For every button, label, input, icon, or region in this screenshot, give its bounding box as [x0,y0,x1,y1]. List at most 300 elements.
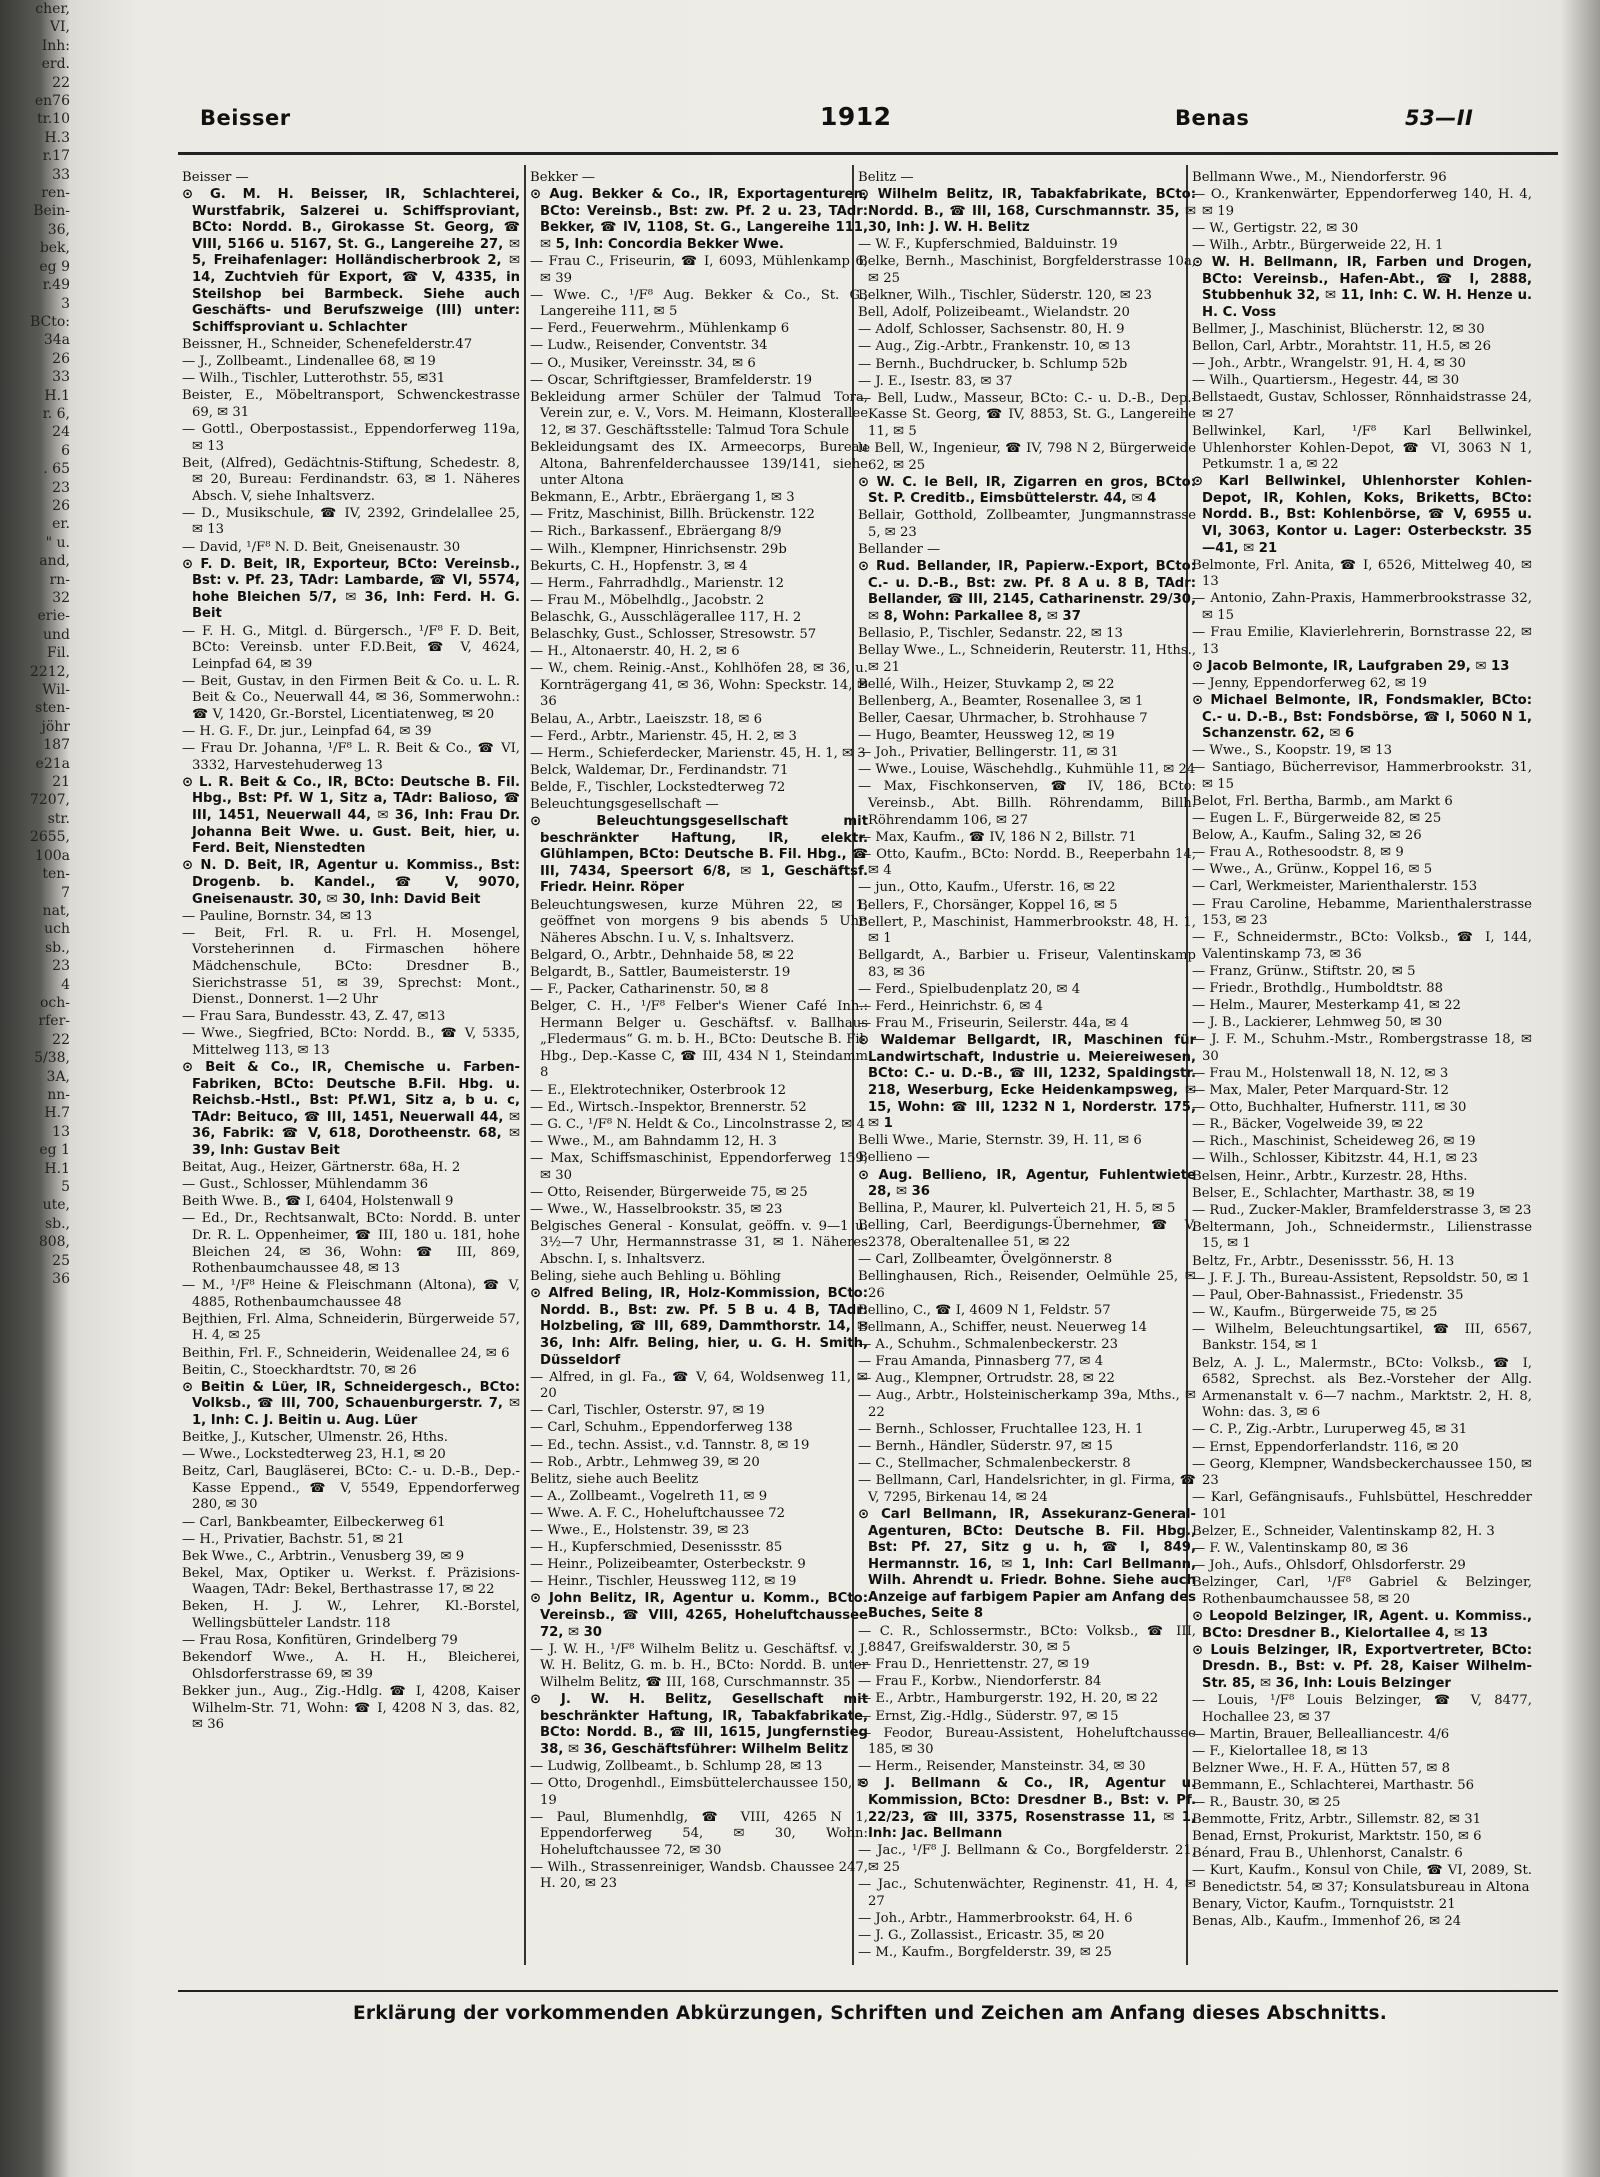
directory-entry: — A., Schuhm., Schmalenbeckerstr. 23 [858,1336,1119,1352]
directory-entry: Bénard, Frau B., Uhlenhorst, Canalstr. 6 [1192,1846,1463,1862]
directory-entry: — Ludw., Reisender, Conventstr. 34 [530,338,768,354]
directory-entry: Benad, Ernst, Prokurist, Marktstr. 150, ✉ 6 [1192,1829,1482,1845]
directory-entry: Belsen, Heinr., Arbtr., Kurzestr. 28, Hths. [1192,1168,1468,1184]
spine-fragment: r.17 [42,148,70,165]
directory-entry: — Gottl., Oberpostassist., Eppendorferweg 119a, ✉ 13 [182,421,520,454]
directory-entry: — Otto, Kaufm., BCto: Nordd. B., Reeperbahn 14, ✉ 4 [858,846,1196,879]
spine-fragment: 26 [52,350,70,367]
directory-entry: — Wwe., A., Grünw., Koppel 16, ✉ 5 [1192,862,1433,878]
directory-entry: Bekker jun., Aug., Zig.-Hdlg. ☎ I, 4208, Kaiser Wilhelm-Str. 71, Wohn: ☎ I, 4208 N 3, das. 82, ✉ 36 [182,1683,520,1733]
spine-fragment: 22 [52,1031,70,1048]
spine-fragment: 22 [52,74,70,91]
directory-entry: Beling, siehe auch Behling u. Böhling [530,1269,781,1285]
spine-fragment: 3A, [46,1068,70,1085]
directory-entry: — Carl, Tischler, Osterstr. 97, ✉ 19 [530,1403,765,1419]
directory-entry: — Frau D., Henriettenstr. 27, ✉ 19 [858,1657,1090,1673]
spine-fragment: 33 [52,166,70,183]
spine-fragment: 2655, [29,829,70,846]
directory-entry: Bellé, Wilh., Heizer, Stuvkamp 2, ✉ 22 [858,676,1115,692]
directory-entry: Beit, (Alfred), Gedächtnis-Stiftung, Schedestr. 8, ✉ 20, Bureau: Ferdinandstr. 63, ✉ 1. Näheres Absch. V, siehe Inhaltsverz. [182,455,520,504]
directory-entry: Belaschky, Gust., Schlosser, Stresowstr. 57 [530,627,817,643]
directory-entry: — Adolf, Schlosser, Sachsenstr. 80, H. 9 [858,322,1125,338]
directory-entry: Belgardt, B., Sattler, Baumeisterstr. 19 [530,964,791,980]
directory-entry: ⊙ J. Bellmann & Co., IR, Agentur u. Kommission, BCto: Dresdner B., Bst: v. Pf. 22/23, ☎ III, 3375, Rosenstrasse 11, ✉ 1, Inh: Jac. Bellmann [858,1776,1196,1842]
directory-entry: Belling, Carl, Beerdigungs-Übernehmer, ☎ V, 2378, Oberaltenallee 51, ✉ 22 [858,1218,1196,1250]
directory-entry: — Wwe., W., Hasselbrookstr. 35, ✉ 23 [530,1201,783,1217]
spine-fragment: erd. [41,56,70,73]
directory-entry: Bellwinkel, Karl, ¹/F⁸ Karl Bellwinkel, Uhlenhorster Kohlen-Depot, ☎ VI, 3063 N 1, Petkumstr. 1 a, ✉ 22 [1192,423,1532,473]
directory-entry: ⊙ L. R. Beit & Co., IR, BCto: Deutsche B. Fil. Hbg., Bst: Pf. W 1, Sitz a, TAdr: Balioso, ☎ III, 1451, Neuerwall 44, ✉ 36, Inh: Frau Dr. Johanna Beit Wwe. u. Gust. Beit, hier, u. Ferd. Beit, Nienstedten [182,774,520,857]
directory-entry: Below, A., Kaufm., Saling 32, ✉ 26 [1192,828,1422,844]
directory-entry: — Frau Amanda, Pinnasberg 77, ✉ 4 [858,1354,1104,1370]
spine-fragment: r. 6, [42,405,70,422]
spine-fragment: och- [39,994,70,1011]
directory-entry: — F., Packer, Catharinenstr. 50, ✉ 8 [530,982,769,997]
column-3 [858,170,1196,1970]
directory-entry: — Herm., Schieferdecker, Marienstr. 45, H. 1, ✉ 3 [530,745,866,761]
facing-page-edge [0,0,78,2177]
spine-fragment: eg 1 [39,1142,70,1159]
directory-entry: ⊙ J. W. H. Belitz, Gesellschaft mit beschränkter Haftung, IR, Tabakfabrikate, BCto: Nordd. B., ☎ III, 1615, Jungfernstieg 38, ✉ 36, Geschäftsführer: Wilhelm Belitz [530,1691,868,1757]
spine-fragment: ute, [42,1197,70,1214]
header-first-entry: Beisser [200,106,291,130]
directory-entry: Belau, A., Arbtr., Laeiszstr. 18, ✉ 6 [530,711,763,727]
directory-entry: — Rob., Arbtr., Lehmweg 39, ✉ 20 [530,1454,760,1470]
directory-entry: Bellair, Gotthold, Zollbeamter, Jungmannstrasse 5, ✉ 23 [858,508,1196,540]
spine-fragment: eg 9 [39,258,70,275]
directory-entry: Bell, Adolf, Polizeibeamt., Wielandstr. 20 [858,305,1130,321]
directory-entry: — Jac., Schutenwächter, Reginenstr. 41, H. 4, ✉ 27 [858,1876,1196,1909]
directory-entry: — Kurt, Kaufm., Konsul von Chile, ☎ VI, 2089, St. Benedictstr. 54, ✉ 37; Konsulatsbureau in Altona [1192,1863,1532,1895]
header-rule [178,152,1558,155]
spine-fragment: 24 [52,424,70,441]
directory-entry: — Carl, Werkmeister, Marienthalerstr. 153 [1192,879,1478,895]
spine-fragment: 23 [52,479,70,496]
header-last-entry: Benas [1175,106,1250,130]
spine-fragment: 23 [52,958,70,975]
directory-entry: Bekker — [530,170,595,185]
directory-entry: Belzinger, Carl, ¹/F⁸ Gabriel & Belzinger, Rothenbaumchaussee 58, ✉ 20 [1192,1575,1532,1607]
spine-fragment: erie- [37,608,70,625]
directory-entry: — Frau Rosa, Konfitüren, Grindelberg 79 [182,1633,458,1649]
directory-entry: ⊙ Jacob Belmonte, IR, Laufgraben 29, ✉ 13 [1192,658,1510,674]
directory-entry: — Max, Kaufm., ☎ IV, 186 N 2, Billstr. 71 [858,829,1137,845]
directory-entry: — Oscar, Schriftgiesser, Bramfelderstr. 19 [530,372,813,388]
spine-fragment: VI, [49,19,70,36]
spine-fragment: 36, [47,221,70,238]
spine-fragment: sten- [35,700,70,717]
directory-entry: Bekendorf Wwe., A. H. H., Bleicherei, Ohlsdorferstrasse 69, ✉ 39 [182,1650,520,1682]
spine-fragment: and, [39,553,70,570]
directory-entry: Bejthien, Frl. Alma, Schneiderin, Bürgerweide 57, H. 4, ✉ 25 [182,1311,520,1344]
directory-entry: — Ed., techn. Assist., v.d. Tannstr. 8, ✉ 19 [530,1437,810,1453]
spine-fragment: und [43,626,70,643]
spine-fragment: BCto: [29,313,70,330]
spine-fragment: e21a [35,755,70,772]
directory-entry: — R., Baustr. 30, ✉ 25 [1192,1795,1341,1810]
directory-entry: — Santiago, Bücherrevisor, Hammerbrookstr. 31, ✉ 15 [1192,760,1532,792]
directory-entry: Beltermann, Joh., Schneidermstr., Lilienstrasse 15, ✉ 1 [1192,1219,1532,1252]
spine-fragment: 808, [38,1234,70,1251]
directory-entry: ⊙ Louis Belzinger, IR, Exportvertreter, BCto: Dresdn. B., Bst: v. Pf. 28, Kaiser Wilhelm-Str. 85, ✉ 36, Inh: Louis Belzinger [1192,1642,1532,1691]
directory-entry: Bemmann, E., Schlachterei, Marthastr. 56 [1192,1777,1475,1793]
directory-entry: ⊙ Aug. Bellieno, IR, Agentur, Fuhlentwiete 28, ✉ 36 [858,1167,1196,1200]
directory-entry: — Wilh., Schlosser, Kibitzstr. 44, H.1, ✉ 23 [1192,1151,1478,1167]
spine-fragment: en76 [34,93,70,110]
directory-entry: le Bell, W., Ingenieur, ☎ IV, 798 N 2, Bürgerweide 62, ✉ 25 [858,441,1196,473]
spine-fragment: H.1 [44,387,70,404]
directory-entry: — Beit, Gustav, in den Firmen Beit & Co. u. L. R. Beit & Co., Neuerwall 44, ✉ 36, Sommerwohn.: ☎ V, 1420, Gr.-Borstel, Licentiatenweg, ✉ 20 [182,673,520,722]
directory-entry: ⊙ N. D. Beit, IR, Agentur u. Kommiss., Bst: Drogenb. b. Kandel., ☎ V, 9070, Gneisenaustr. 30, ✉ 30, Inh: David Beit [182,858,520,907]
directory-entry: — Friedr., Brothdlg., Humboldtstr. 88 [1192,981,1444,996]
directory-entry: — Bell, Ludw., Masseur, BCto: C.- u. D.-B., Dep.-Kasse St. Georg, ☎ IV, 8853, St. G., Langereihe 11, ✉ 5 [858,390,1196,439]
directory-entry: Beitz, Carl, Baugläserei, BCto: C.- u. D.-B., Dep.-Kasse Eppend., ☎ V, 5549, Eppendorferweg 280, ✉ 30 [182,1464,520,1513]
directory-entry: — G. C., ¹/F⁸ N. Heldt & Co., Lincolnstrasse 2, ✉ 4 [530,1116,865,1132]
directory-entry: Bellert, P., Maschinist, Hammerbrookstr. 48, H. 1, ✉ 1 [858,914,1196,947]
spine-fragment: 32 [52,590,70,606]
spine-fragment: nn- [47,1086,70,1103]
directory-entry: — Carl, Bankbeamter, Eilbeckerweg 61 [182,1514,446,1530]
directory-entry: — Frau M., Möbelhdlg., Jacobstr. 2 [530,592,765,608]
directory-entry: — Karl, Gefängnisaufs., Fuhlsbüttel, Heschredder 101 [1192,1490,1532,1522]
spine-fragment: H.1 [44,1160,70,1177]
directory-entry: Bemmotte, Fritz, Arbtr., Sillemstr. 82, ✉ 31 [1192,1812,1482,1828]
directory-entry: Bellenberg, A., Beamter, Rosenallee 3, ✉ 1 [858,693,1144,709]
directory-entry: Bekurts, C. H., Hopfenstr. 3, ✉ 4 [530,558,748,574]
column-1 [182,170,520,1970]
directory-entry: Bellasio, P., Tischler, Sedanstr. 22, ✉ 13 [858,626,1123,642]
directory-entry: ⊙ Leopold Belzinger, IR, Agent. u. Kommiss., BCto: Dresdner B., Kielortallee 4, ✉ 13 [1192,1608,1532,1641]
directory-entry: — Hugo, Beamter, Heussweg 12, ✉ 19 [858,728,1115,744]
directory-entry: — O., Musiker, Vereinsstr. 34, ✉ 6 [530,355,756,371]
directory-entry: Belmonte, Frl. Anita, ☎ I, 6526, Mittelweg 40, ✉ 13 [1192,557,1532,590]
directory-entry: ⊙ Karl Bellwinkel, Uhlenhorster Kohlen-Depot, IR, Kohlen, Koks, Briketts, BCto: Nordd. B., Bst: Kohlenbörse, ☎ V, 6955 u. VI, 3063, Kontor u. Lager: Osterbeckstr. 35—41, ✉ 21 [1192,474,1532,556]
spine-fragment: er. [52,516,70,533]
directory-entry: Bellers, F., Chorsänger, Koppel 16, ✉ 5 [858,897,1118,913]
spine-fragment: 2212, [29,663,70,680]
directory-entry: — Heinr., Polizeibeamter, Osterbeckstr. 9 [530,1557,806,1573]
spine-fragment: " u. [45,534,70,551]
directory-entry: — Feodor, Bureau-Assistent, Hoheluftchaussee 185, ✉ 30 [858,1725,1196,1758]
directory-entry: — Frau Dr. Johanna, ¹/F⁸ L. R. Beit & Co., ☎ VI, 3332, Harvestehuderweg 13 [182,741,520,773]
directory-entry: Belck, Waldemar, Dr., Ferdinandstr. 71 [530,762,789,778]
running-header [150,100,1560,144]
directory-entry: — W., Gertigstr. 22, ✉ 30 [1192,220,1359,236]
directory-entry: — Joh., Aufs., Ohlsdorf, Ohlsdorferstr. 29 [1192,1558,1466,1574]
directory-entry: — Frau C., Friseurin, ☎ I, 6093, Mühlenkamp 6, ✉ 39 [530,253,868,286]
directory-entry: ⊙ Alfred Beling, IR, Holz-Kommission, BCto: Nordd. B., Bst: zw. Pf. 5 B u. 4 B, TAdr: Holzbeling, ☎ III, 689, Dammthorstr. 14, ✉ 36, Inh: Alfr. Beling, hier, u. G. H. Smith, Düsseldorf [530,1286,868,1368]
directory-entry: Bellander — [858,542,941,558]
directory-entry: — H., Kupferschmied, Desenissstr. 85 [530,1540,783,1556]
directory-entry: — W., Kaufm., Bürgerweide 75, ✉ 25 [1192,1304,1438,1320]
directory-entry: — Paul, Ober-Bahnassist., Friedenstr. 35 [1192,1287,1464,1303]
directory-entry: — Antonio, Zahn-Praxis, Hammerbrookstrasse 32, ✉ 15 [1192,591,1532,623]
directory-entry: — Aug., Arbtr., Holsteinischerkamp 39a, Mths., ✉ 22 [858,1388,1196,1420]
spine-fragment: 5 [61,1179,70,1195]
directory-entry: — E., Arbtr., Hamburgerstr. 192, H. 20, ✉ 22 [858,1691,1159,1707]
directory-entry: Bellino, C., ☎ I, 4609 N 1, Feldstr. 57 [858,1302,1111,1318]
directory-entry: Beithin, Frl. F., Schneiderin, Weidenallee 24, ✉ 6 [182,1345,510,1361]
directory-entry: — J. B., Lackierer, Lehmweg 50, ✉ 30 [1192,1015,1443,1031]
directory-entry: Belde, F., Tischler, Lockstedterweg 72 [530,779,786,795]
directory-entry: — H. G. F., Dr. jur., Leinpfad 64, ✉ 39 [182,724,432,740]
directory-entry: — Wwe., S., Koopstr. 19, ✉ 13 [1192,743,1393,759]
spine-fragment: 7207, [29,792,70,809]
directory-entry: — Rich., Barkassenf., Ebräergang 8/9 [530,524,782,540]
directory-entry: ⊙ Carl Bellmann, IR, Assekuranz-General-Agenturen, BCto: Deutsche B. Fil. Hbg., Bst: Pf. 27, Sitz g u. h, ☎ I, 849, Hermannstr. 16, ✉ 1, Inh: Carl Bellmann, Wilh. Ahrendt u. Friedr. Bohne. Siehe auch Anzeige auf farbigem Papier am Anfang des Buches, Seite 8 [858,1506,1196,1622]
spine-fragment: r.49 [42,277,70,294]
directory-entry: — J. W. H., ¹/F⁸ Wilhelm Belitz u. Geschäftsf. v. J. W. H. Belitz, G. m. b. H., BCto: Nordd. B. unter Wilhelm Belitz, ☎ III, 168, Curschmannstr. 35 [530,1641,868,1690]
directory-entry: Belgard, O., Arbtr., Dehnhaide 58, ✉ 22 [530,947,795,963]
directory-entry: — Martin, Brauer, Bellealliancestr. 4/6 [1192,1726,1450,1742]
spine-fragment: H.3 [44,129,70,146]
directory-entry: Bekmann, E., Arbtr., Ebräergang 1, ✉ 3 [530,490,795,506]
directory-entry: Benary, Victor, Kaufm., Tornquiststr. 21 [1192,1897,1456,1913]
directory-entry: Bellmann Wwe., M., Niendorferstr. 96 [1192,170,1447,185]
spine-fragment: 13 [52,1123,70,1140]
directory-entry: — Herm., Fahrradhdlg., Marienstr. 12 [530,575,785,591]
directory-entry: — Frau A., Rothesoodstr. 8, ✉ 9 [1192,845,1404,861]
directory-entry: — Eugen L. F., Bürgerweide 82, ✉ 25 [1192,811,1442,827]
spine-fragment: rfer- [38,1013,70,1030]
directory-entry: Bellay Wwe., L., Schneiderin, Reuterstr. 11, Hths., ✉ 21 [858,643,1196,675]
directory-entry: Bek Wwe., C., Arbtrin., Venusberg 39, ✉ 9 [182,1548,465,1564]
column-divider [524,165,526,1965]
directory-entry: — F., Schneidermstr., BCto: Volksb., ☎ I, 144, Valentinskamp 73, ✉ 36 [1192,930,1532,962]
directory-entry: — Bellmann, Carl, Handelsrichter, in gl. Firma, ☎ V, 7295, Birkenau 14, ✉ 24 [858,1473,1196,1505]
directory-entry: — H., Privatier, Bachstr. 51, ✉ 21 [182,1531,405,1547]
footer-rule [178,1990,1558,1992]
directory-entry: — Wwe., M., am Bahndamm 12, H. 3 [530,1133,777,1149]
directory-entry: — Rud., Zucker-Makler, Bramfelderstrasse 3, ✉ 23 [1192,1202,1532,1218]
directory-entry: ⊙ G. M. H. Beisser, IR, Schlachterei, Wurstfabrik, Salzerei u. Schiffsproviant, BCto: Nordd. B., Girokasse St. Georg, ☎ VIII, 5166 u. 5167, St. G., Langereihe 27, ✉ 5, Freihafenlager: Holländischerbrook 2, ✉ 14, Zuchtvieh für Export, ☎ V, 4335, in Steilshop bei Barmbeck. Siehe auch Geschäfts- und Berufszweige (III) unter: Schiffsproviant u. Schlachter [182,187,520,335]
directory-entry: ⊙ Aug. Bekker & Co., IR, Exportagenturen, BCto: Vereinsb., Bst: zw. Pf. 2 u. 23, TAdr: Bekker, ☎ IV, 1108, St. G., Langereihe 111, ✉ 5, Inh: Concordia Bekker Wwe. [530,187,868,252]
spine-fragment: 26 [52,497,70,514]
directory-entry: — Bernh., Händler, Süderstr. 97, ✉ 15 [858,1439,1113,1455]
directory-entry: — J. F. M., Schuhm.-Mstr., Rombergstrasse 18, ✉ 30 [1192,1032,1532,1064]
directory-entry: — Joh., Privatier, Bellingerstr. 11, ✉ 31 [858,745,1119,761]
directory-entry: Belgisches General - Konsulat, geöffn. v. 9—1 u. 3½—7 Uhr, Hermannstrasse 31, ✉ 1. Näheres Abschn. I, s. Inhaltsverz. [530,1218,868,1267]
directory-entry: — E., Elektrotechniker, Osterbrook 12 [530,1082,787,1098]
directory-entry: — Franz, Grünw., Stiftstr. 20, ✉ 5 [1192,963,1416,979]
spine-fragment: Inh: [41,37,70,54]
spine-fragment: tr.10 [36,111,70,128]
directory-entry: — J., Zollbeamt., Lindenallee 68, ✉ 19 [182,354,436,370]
directory-entry: ⊙ Beleuchtungsgesellschaft mit beschränkter Haftung, IR, elektr. Glühlampen, BCto: Deutsche B. Fil. Hbg., ☎ III, 7434, Speersort 6/8, ✉ 1, Geschäftsf. Friedr. Heinr. Röper [530,814,868,896]
spine-fragment: 100a [34,847,70,864]
directory-entry: — Bernh., Buchdrucker, b. Schlump 52b [858,356,1128,372]
directory-entry: — Otto, Drogenhdl., Eimsbüttelerchaussee 150, ✉ 19 [530,1775,868,1808]
spine-fragment: 33 [52,369,70,386]
directory-entry: — R., Bäcker, Vogelweide 39, ✉ 22 [1192,1117,1424,1133]
spine-fragment: ten- [42,866,70,883]
directory-entry: — W., chem. Reinig.-Anst., Kohlhöfen 28, ✉ 36, u. Kornträgergang 41, ✉ 36, Wohn: Speckstr. 14, ✉ 36 [530,661,868,710]
directory-entry: Belaschk, G., Ausschlägerallee 117, H. 2 [530,609,802,625]
directory-entry: — M., Kaufm., Borgfelderstr. 39, ✉ 25 [858,1944,1112,1960]
directory-entry: — Wilh., Strassenreiniger, Wandsb. Chaussee 247, H. 20, ✉ 23 [530,1859,868,1892]
spine-fragment: 6 [61,442,70,459]
directory-entry: ⊙ John Belitz, IR, Agentur u. Komm., BCto: Vereinsb., ☎ VIII, 4265, Hoheluftchaussee 72, ✉ 30 [530,1591,868,1640]
directory-entry: — Ferd., Arbtr., Marienstr. 45, H. 2, ✉ 3 [530,728,797,744]
directory-entry: — Ed., Wirtsch.-Inspektor, Brennerstr. 52 [530,1099,807,1115]
directory-entry: Beleuchtungswesen, kurze Mühren 22, ✉ 1, geöffnet von morgens 9 bis abends 5 Uhr. Näheres Abschn. I u. V, s. Inhaltsverz. [530,897,868,946]
spine-fragment: cher, [35,1,70,17]
directory-entry: — Ernst, Zig.-Hdlg., Süderstr. 97, ✉ 15 [858,1708,1119,1724]
directory-entry: — Carl, Zollbeamter, Övelgönnerstr. 8 [858,1252,1113,1267]
directory-entry: Belitz, siehe auch Beelitz [530,1471,699,1487]
directory-entry: ⊙ W. H. Bellmann, IR, Farben und Drogen, BCto: Vereinsb., Hafen-Abt., ☎ I, 2888, Stubbenhuk 32, ✉ 11, Inh: C. W. H. Henze u. H. C. Voss [1192,254,1532,320]
directory-entry: — Ludwig, Zollbeamt., b. Schlump 28, ✉ 13 [530,1758,823,1774]
directory-entry: ⊙ Michael Belmonte, IR, Fondsmakler, BCto: C.- u. D.-B., Bst: Fondsbörse, ☎ I, 5060 N 1, Schanzenstr. 62, ✉ 6 [1192,692,1532,742]
directory-entry: Bekleidungsamt des IX. Armeecorps, Bureau Altona, Bahrenfelderchaussee 139/141, siehe unter Altona [530,440,868,489]
directory-entry: — Frau Sara, Bundesstr. 43, Z. 47, ✉13 [182,1009,446,1025]
directory-entry: Beisser — [182,170,249,185]
directory-entry: Beitke, J., Kutscher, Ulmenstr. 26, Hths. [182,1430,448,1446]
directory-entry: Bellon, Carl, Arbtr., Morahtstr. 11, H.5, ✉ 26 [1192,338,1491,354]
directory-entry: Bekleidung armer Schüler der Talmud Tora, Verein zur, e. V., Vors. M. Heimann, Klosterallee 12, ✉ 37. Geschäftsstelle: Talmud Tora Schule [530,389,868,438]
directory-entry: — Bernh., Schlosser, Fruchtallee 123, H. 1 [858,1421,1144,1437]
directory-entry: — Wilh., Klempner, Hinrichsenstr. 29b [530,541,787,557]
spine-fragment: uch [44,921,70,938]
directory-entry: Belzer, E., Schneider, Valentinskamp 82, H. 3 [1192,1524,1495,1539]
directory-entry: Beller, Caesar, Uhrmacher, b. Strohhause 7 [858,711,1148,726]
spine-fragment: nat, [42,902,70,919]
spine-fragment: ren- [41,185,70,202]
spine-fragment: 4 [61,976,70,993]
directory-entry: Belli Wwe., Marie, Sternstr. 39, H. 11, ✉ 6 [858,1133,1142,1149]
spine-fragment: . 65 [43,461,70,478]
directory-entry: — Georg, Klempner, Wandsbeckerchaussee 150, ✉ 23 [1192,1456,1532,1489]
directory-entry: Bellgardt, A., Barbier u. Friseur, Valentinskamp 83, ✉ 36 [858,948,1196,980]
spine-fragment: jöhr [41,718,70,735]
directory-entry: Bellstaedt, Gustav, Schlosser, Rönnhaidstrasse 24, ✉ 27 [1192,390,1532,422]
directory-entry: — J. G., Zollassist., Ericastr. 35, ✉ 20 [858,1927,1105,1943]
directory-entry: — D., Musikschule, ☎ IV, 2392, Grindelallee 25, ✉ 13 [182,505,520,538]
spine-fragment: 36 [52,1271,70,1288]
directory-entry: — C., Stellmacher, Schmalenbeckerstr. 8 [858,1456,1131,1472]
directory-entry: Bellieno — [858,1150,930,1166]
directory-entry: — Wwe., Lockstedterweg 23, H.1, ✉ 20 [182,1447,446,1463]
directory-entry: — Wilh., Arbtr., Bürgerweide 22, H. 1 [1192,237,1444,253]
spine-fragment: 25 [52,1252,70,1269]
directory-entry: Belkner, Wilh., Tischler, Süderstr. 120, ✉ 23 [858,288,1152,304]
directory-entry: Belot, Frl. Bertha, Barmb., am Markt 6 [1192,793,1453,809]
directory-entry: — O., Krankenwärter, Eppendorferweg 140, H. 4, ✉ 19 [1192,187,1532,219]
directory-entry: — C. P., Zig.-Arbtr., Luruperweg 45, ✉ 31 [1192,1422,1468,1438]
directory-entry: — C. R., Schlossermstr., BCto: Volksb., ☎ III, 8847, Greifswalderstr. 30, ✉ 5 [858,1623,1196,1656]
spine-fragment: 187 [43,737,70,754]
directory-entry: — Frau M., Friseurin, Seilerstr. 44a, ✉ 4 [858,1016,1129,1032]
directory-entry: — Otto, Reisender, Bürgerweide 75, ✉ 25 [530,1184,808,1200]
spine-fragment: sb., [44,1215,70,1232]
directory-entry: Belger, C. H., ¹/F⁸ Felber's Wiener Café Inh.: Hermann Belger u. Geschäftsf. v. Ballhaus „Fledermaus“ G. m. b. H., BCto: Deutsche B. Fil. Hbg., Dep.-Kasse C, ☎ III, 434 N 1, Steindamm 8 [530,999,868,1081]
directory-entry: — Frau Emilie, Klavierlehrerin, Bornstrasse 22, ✉ 13 [1192,625,1532,657]
directory-entry: — jun., Otto, Kaufm., Uferstr. 16, ✉ 22 [858,880,1116,896]
column-4 [1192,170,1532,1970]
directory-entry: ⊙ W. C. le Bell, IR, Zigarren en gros, BCto: St. P. Creditb., Eimsbüttelerstr. 44, ✉ 4 [858,474,1196,507]
directory-entry: — Wilh., Tischler, Lutterothstr. 55, ✉31 [182,371,446,387]
directory-entry: — Ferd., Feuerwehrm., Mühlenkamp 6 [530,321,790,337]
directory-entry: — Wilh., Quartiersm., Hegestr. 44, ✉ 30 [1192,373,1460,389]
directory-entry: — Frau M., Holstenwall 18, N. 12, ✉ 3 [1192,1065,1449,1081]
directory-entry: — Paul, Blumenhdlg, ☎ VIII, 4265 N 1, Eppendorferweg 54, ✉ 30, Wohn: Hoheluftchaussee 72, ✉ 30 [530,1809,868,1858]
directory-entry: Beltz, Fr., Arbtr., Desenissstr. 56, H. 13 [1192,1253,1455,1269]
directory-entry: — Wwe., Siegfried, BCto: Nordd. B., ☎ V, 5335, Mittelweg 113, ✉ 13 [182,1026,520,1058]
footer-note: Erklärung der vorkommenden Abkürzungen, Schriften und Zeichen am Anfang dieses Abschnitts. [353,2003,1387,2024]
directory-entry: — Ernst, Eppendorferlandstr. 116, ✉ 20 [1192,1439,1459,1455]
directory-entry: Bellmer, J., Maschinist, Blücherstr. 12, ✉ 30 [1192,321,1485,337]
spine-fragment: 7 [61,884,70,901]
directory-entry: — Jac., ¹/F⁸ J. Bellmann & Co., Borgfelderstr. 21, ✉ 25 [858,1843,1196,1875]
directory-entry: Belitz — [858,170,914,185]
column-2 [530,170,868,1970]
directory-entry: — Frau Caroline, Hebamme, Marienthalerstrasse 153, ✉ 23 [1192,896,1532,929]
directory-entry: — David, ¹/F⁸ N. D. Beit, Gneisenaustr. 30 [182,539,461,555]
directory-entry: — J. E., Isestr. 83, ✉ 37 [858,373,1013,389]
directory-entry: Beister, E., Möbeltransport, Schwenckestrasse 69, ✉ 31 [182,388,520,420]
directory-entry: — Pauline, Bornstr. 34, ✉ 13 [182,908,373,924]
directory-entry: — Wwe. C., ¹/F⁸ Aug. Bekker & Co., St. G., Langereihe 111, ✉ 5 [530,287,868,320]
directory-entry: — Fritz, Maschinist, Billh. Brückenstr. 122 [530,507,815,523]
directory-entry: ⊙ F. D. Beit, IR, Exporteur, BCto: Vereinsb., Bst: v. Pf. 23, TAdr: Lambarde, ☎ VI, 5574, hohe Bleichen 5/7, ✉ 36, Inh: Ferd. H. G. Beit [182,556,520,622]
directory-entry: ⊙ Wilhelm Belitz, IR, Tabakfabrikate, BCto: Nordd. B., ☎ III, 168, Curschmannstr. 35, ✉ 30, Inh: J. W. H. Belitz [858,187,1196,236]
directory-entry: — M., ¹/F⁸ Heine & Fleischmann (Altona), ☎ V, 4885, Rothenbaumchaussee 48 [182,1278,520,1310]
spine-fragment: str. [47,810,70,827]
directory-entry: — Beit, Frl. R. u. Frl. H. Mosengel, Vorsteherinnen d. Firmaschen höhere Mädchenschule, BCto: Dresdner B., Sierichstrasse 51, ✉ 39, Sprechst: Mont., Dienst., Donnerst. 1—2 Uhr [182,925,520,1008]
directory-entry: — Wilhelm, Beleuchtungsartikel, ☎ III, 6567, Bankstr. 154, ✉ 1 [1192,1321,1532,1354]
spine-fragment: H.7 [44,1105,70,1122]
directory-entry: Belke, Bernh., Maschinist, Borgfelderstrasse 10a, ✉ 25 [858,254,1196,287]
directory-entry: — Herm., Reisender, Mansteinstr. 34, ✉ 30 [858,1759,1146,1775]
directory-entry: — Jenny, Eppendorferweg 62, ✉ 19 [1192,675,1427,691]
directory-entry: — J. F. J. Th., Bureau-Assistent, Repsoldstr. 50, ✉ 1 [1192,1270,1531,1286]
directory-entry: — A., Zollbeamt., Vogelreth 11, ✉ 9 [530,1488,768,1504]
directory-entry: Bellinghausen, Rich., Reisender, Oelmühle 25, ✉ 26 [858,1269,1196,1301]
directory-entry: Bekel, Max, Optiker u. Werkst. f. Präzisions-Waagen, TAdr: Bekel, Berthastrasse 17, ✉ 22 [182,1565,520,1598]
directory-entry: — Helm., Maurer, Mesterkamp 41, ✉ 22 [1192,998,1461,1014]
directory-entry: Beissner, H., Schneider, Schenefelderstr.47 [182,336,473,352]
directory-entry: — Heinr., Tischler, Heussweg 112, ✉ 19 [530,1574,797,1590]
directory-entry: ⊙ Rud. Bellander, IR, Papierw.-Export, BCto: C.- u. D.-B., Bst: zw. Pf. 8 A u. 8 B, TAdr: Bellander, ☎ III, 2145, Catharinenstr. 29/30, ✉ 8, Wohn: Parkallee 8, ✉ 37 [858,559,1196,624]
directory-entry: — Ed., Dr., Rechtsanwalt, BCto: Nordd. B. unter Dr. R. L. Oppenheimer, ☎ III, 180 u. 181, hohe Bleichen 24, ✉ 36, Wohn: ☎ III, 869, Rothenbaumchaussee 48, ✉ 13 [182,1211,520,1277]
directory-entry: — F., Kielortallee 18, ✉ 13 [1192,1743,1368,1759]
directory-entry: Beith Wwe. B., ☎ I, 6404, Holstenwall 9 [182,1194,454,1210]
directory-entry: — Max, Schiffsmaschinist, Eppendorferweg 159, ✉ 30 [530,1150,868,1183]
spine-fragment: 5/38, [34,1050,70,1067]
directory-entry: Bellmann, A., Schiffer, neust. Neuerweg 14 [858,1319,1148,1335]
directory-entry: — Otto, Buchhalter, Hufnerstr. 111, ✉ 30 [1192,1100,1467,1116]
directory-entry: Bellina, P., Maurer, kl. Pulverteich 21, H. 5, ✉ 5 [858,1201,1176,1217]
directory-entry: — Aug., Zig.-Arbtr., Frankenstr. 10, ✉ 13 [858,339,1131,355]
directory-entry: — H., Altonaerstr. 40, H. 2, ✉ 6 [530,644,740,660]
directory-entry: ⊙ Beitin & Lüer, IR, Schneidergesch., BCto: Volksb., ☎ III, 700, Schauenburgerstr. 7, ✉ 1, Inh: C. J. Beitin u. Aug. Lüer [182,1379,520,1428]
header-page-number: 53—II [1405,106,1474,130]
directory-entry: — Rich., Maschinist, Scheideweg 26, ✉ 19 [1192,1134,1476,1150]
spine-fragment: Wil- [42,682,70,699]
directory-entry: Beken, H. J. W., Lehrer, Kl.-Borstel, Wellingsbütteler Landstr. 118 [182,1599,520,1632]
directory-entry: Benas, Alb., Kaufm., Immenhof 26, ✉ 24 [1192,1914,1462,1930]
directory-entry: — F. H. G., Mitgl. d. Bürgersch., ¹/F⁸ F. D. Beit, BCto: Vereinsb. unter F.D.Beit, ☎ V, 4624, Leinpfad 64, ✉ 39 [182,623,520,672]
spine-fragment: bek, [39,240,70,257]
directory-entry: — Carl, Schuhm., Eppendorferweg 138 [530,1420,793,1436]
header-year: 1912 [820,102,892,131]
directory-entry: Belser, E., Schlachter, Marthastr. 38, ✉ 19 [1192,1185,1475,1201]
directory-entry: Beitin, C., Stoeckhardtstr. 70, ✉ 26 [182,1362,417,1378]
directory-entry: — Joh., Arbtr., Hammerbrookstr. 64, H. 6 [858,1910,1133,1926]
directory-entry: — Louis, ¹/F⁸ Louis Belzinger, ☎ V, 8477, Hochallee 23, ✉ 37 [1192,1692,1532,1725]
directory-entry: Beleuchtungsgesellschaft — [530,796,719,812]
directory-entry: Beitat, Aug., Heizer, Gärtnerstr. 68a, H. 2 [182,1160,461,1176]
